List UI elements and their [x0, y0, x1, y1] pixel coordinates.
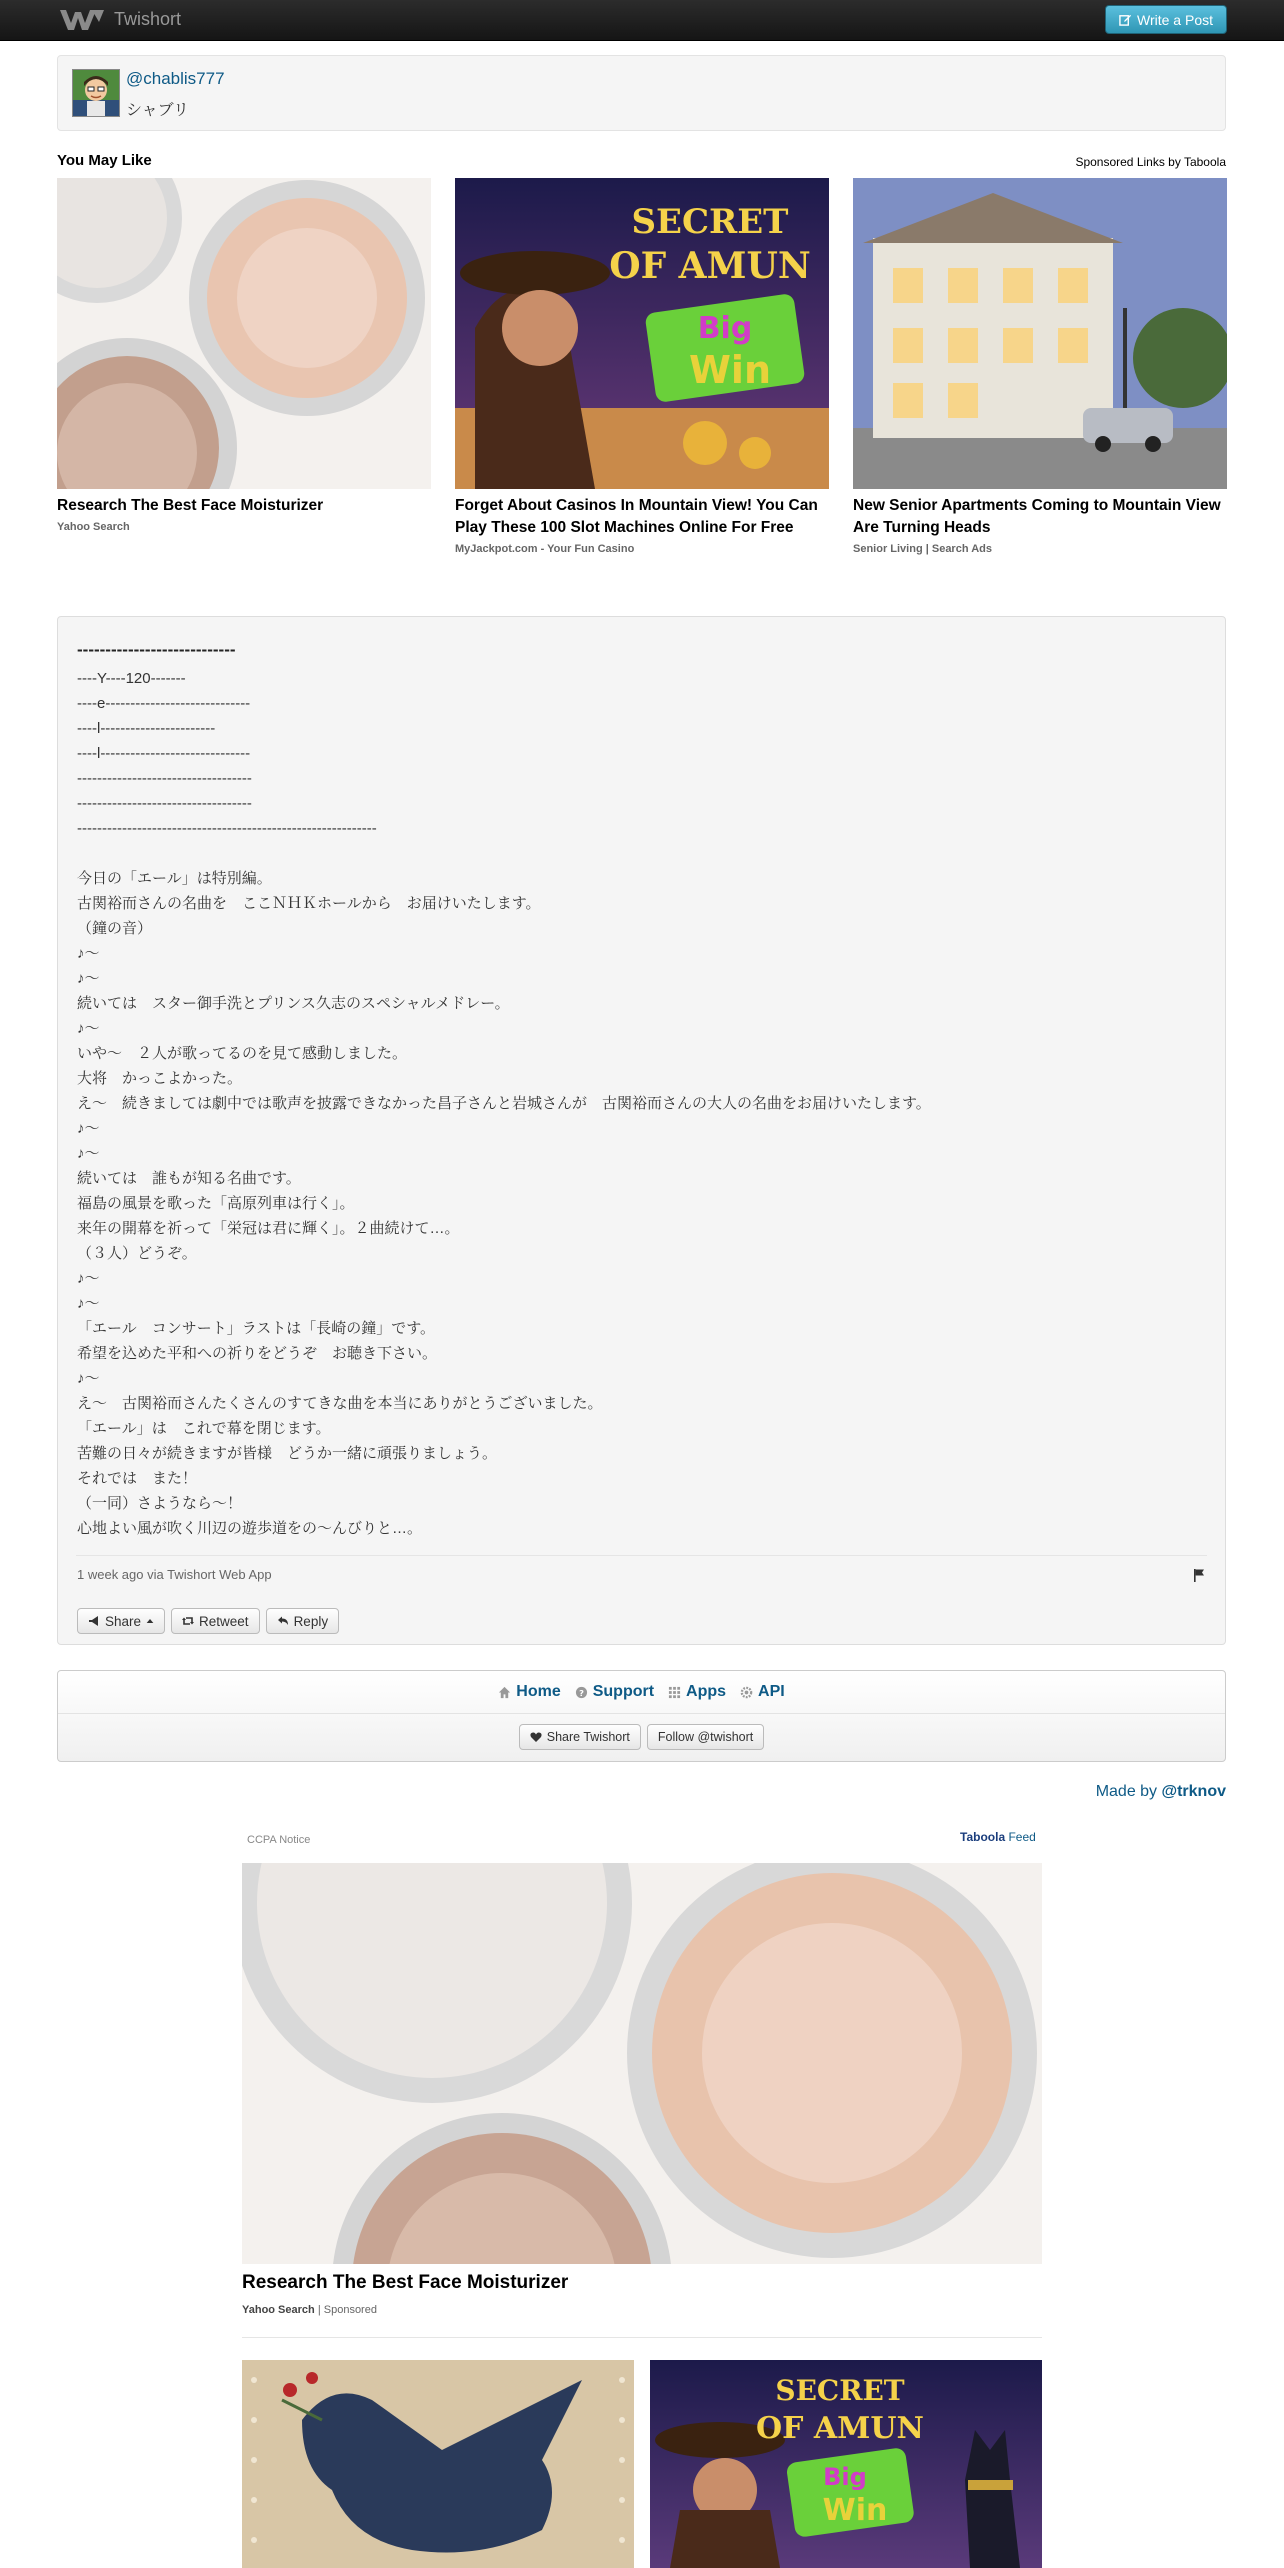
- post-line: （３人）どうぞ。: [77, 1245, 197, 1262]
- edit-icon: [1119, 13, 1132, 26]
- post-line: え～ 古関裕而さんたくさんのすてきな曲を本当にありがとうございました。: [77, 1395, 603, 1412]
- author-panel: [57, 55, 1226, 131]
- grid-icon: [668, 1686, 681, 1699]
- feed-divider: [242, 2337, 1042, 2338]
- svg-text:OF AMUN: OF AMUN: [756, 2411, 924, 2446]
- post-line: ♪～: [77, 1295, 100, 1312]
- footer-link-label: API: [758, 1683, 785, 1700]
- featured-source-name: Yahoo Search: [242, 2304, 315, 2316]
- recommendation-source: Senior Living | Search Ads: [853, 543, 992, 555]
- heart-icon: [530, 1731, 542, 1743]
- post-line: え～ 続きましては劇中では歌声を披露できなかった昌子さんと岩城さんが 古関裕而さんの大人の名曲をお届けいたします。: [77, 1095, 931, 1112]
- footer-link-apps[interactable]: [668, 1683, 726, 1701]
- post-line: 続いては スター御手洗とプリンス久志のスペシャルメドレー。: [77, 995, 510, 1012]
- post-line: （一同）さようなら～！: [77, 1495, 243, 1512]
- site-footer-panel: [57, 1670, 1226, 1762]
- footer-link-label: Support: [592, 1683, 655, 1700]
- avatar-image: [73, 70, 119, 116]
- post-line: （鐘の音）: [77, 920, 153, 937]
- post-line: 福島の風景を歌った「高原列車は行く」。: [77, 1195, 355, 1212]
- post-line: ------------------------------------------------------------: [77, 820, 377, 837]
- post-line: ----e-----------------------------: [77, 695, 251, 712]
- question-icon: [575, 1686, 588, 1699]
- svg-text:?: ?: [578, 1687, 584, 1698]
- post-line: -----------------------------------: [77, 770, 252, 787]
- peace-dove-image[interactable]: [242, 2360, 634, 2568]
- post-divider: [76, 1555, 1207, 1556]
- made-by-prefix: Made by: [1095, 1783, 1162, 1800]
- retweet-label: Retweet: [199, 1613, 249, 1629]
- post-line: ♪～: [77, 970, 100, 987]
- follow-twishort-button[interactable]: [647, 1724, 764, 1750]
- share-button[interactable]: [77, 1608, 165, 1634]
- post-actions: [77, 1608, 339, 1634]
- recommendation-card-slots[interactable]: [455, 178, 829, 555]
- reply-icon: [277, 1615, 289, 1627]
- twishort-logo-icon[interactable]: [58, 6, 106, 34]
- taboola-feed-label: Feed: [1008, 1830, 1036, 1844]
- recommendation-title[interactable]: Forget About Casinos In Mountain View! You Can Play These 100 Slot Machines Online For Free: [455, 497, 818, 536]
- footer-divider: [58, 1713, 1225, 1714]
- flag-icon[interactable]: [1193, 1568, 1205, 1582]
- post-line: 苦難の日々が続きますが皆様 どうか一緒に頑張りましょう。: [77, 1445, 498, 1462]
- user-display-name: シャブリ: [126, 102, 190, 119]
- share-twishort-button[interactable]: [519, 1724, 641, 1750]
- post-line: 今日の「エール」は特別編。: [77, 870, 272, 887]
- svg-text:OF AMUN: OF AMUN: [609, 245, 811, 287]
- recommendation-title[interactable]: New Senior Apartments Coming to Mountain View Are Turning Heads: [853, 497, 1221, 536]
- home-icon: [498, 1686, 511, 1699]
- featured-moisturizer-image[interactable]: [242, 1863, 1042, 2264]
- post-line: 「エール」は これで幕を閉じます。: [77, 1420, 331, 1437]
- post-line: [77, 841, 1197, 866]
- avatar[interactable]: [72, 69, 120, 117]
- post-line: ♪～: [77, 1370, 100, 1387]
- post-line: ♪～: [77, 1145, 100, 1162]
- user-handle-link[interactable]: @chablis777: [126, 69, 225, 88]
- recommendation-card-apartments[interactable]: [853, 178, 1227, 555]
- caret-up-icon: [146, 1617, 154, 1625]
- footer-link-support[interactable]: [575, 1683, 654, 1701]
- post-line: 心地よい風が吹く川辺の遊歩道をの～んびりと…。: [77, 1520, 423, 1537]
- footer-link-home[interactable]: [498, 1683, 560, 1701]
- retweet-icon: [182, 1615, 194, 1627]
- apartment-image[interactable]: [853, 178, 1227, 489]
- post-line: -----------------------------------: [77, 795, 252, 812]
- retweet-button[interactable]: [171, 1608, 260, 1634]
- recommendation-source: MyJackpot.com - Your Fun Casino: [455, 543, 635, 555]
- slot-game-image-feed[interactable]: [650, 2360, 1042, 2568]
- post-body: [77, 637, 1197, 1541]
- footer-link-label: Home: [516, 1683, 561, 1700]
- taboola-feed-logo[interactable]: [960, 1830, 1036, 1844]
- post-line: それでは また！: [77, 1470, 198, 1487]
- reply-button[interactable]: [266, 1608, 340, 1634]
- footer-link-label: Apps: [686, 1683, 727, 1700]
- post-lines: [77, 666, 1197, 1541]
- brand-name[interactable]: Twishort: [114, 9, 182, 29]
- post-line: 希望を込めた平和への祈りをどうぞ お聴き下さい。: [77, 1345, 438, 1362]
- write-post-button[interactable]: [1105, 5, 1227, 34]
- svg-text:Win: Win: [689, 348, 771, 392]
- recommendations-title: You May Like: [57, 152, 152, 169]
- post-line: ♪～: [77, 1020, 100, 1037]
- footer-links: [58, 1683, 1225, 1701]
- recommendation-source: Yahoo Search: [57, 521, 130, 533]
- featured-title[interactable]: Research The Best Face Moisturizer: [242, 2272, 569, 2293]
- post-line: ♪～: [77, 945, 100, 962]
- post-meta[interactable]: 1 week ago via Twishort Web App: [77, 1567, 272, 1582]
- ccpa-notice-link[interactable]: CCPA Notice: [247, 1834, 311, 1846]
- featured-source: Yahoo Search | Sponsored: [242, 2304, 377, 2316]
- svg-text:SECRET: SECRET: [775, 2374, 905, 2407]
- megaphone-icon: [88, 1615, 100, 1627]
- recommendation-title[interactable]: Research The Best Face Moisturizer: [57, 497, 324, 514]
- follow-twishort-label: Follow @twishort: [657, 1730, 754, 1744]
- post-line: ----l-----------------------: [77, 720, 216, 737]
- svg-text:Big: Big: [697, 311, 753, 346]
- gear-icon: [740, 1686, 753, 1699]
- svg-text:SECRET: SECRET: [631, 202, 789, 242]
- footer-link-api[interactable]: [740, 1683, 785, 1701]
- post-line: 続いては 誰もが知る名曲です。: [77, 1170, 301, 1187]
- made-by-credit: [1096, 1783, 1226, 1801]
- post-line: 古関裕而さんの名曲を ここＮＨＫホールから お届けいたします。: [77, 895, 541, 912]
- sponsored-links-label[interactable]: Sponsored Links by Taboola: [1075, 155, 1226, 169]
- reply-label: Reply: [293, 1613, 329, 1629]
- post-line: 来年の開幕を祈って「栄冠は君に輝く」。２曲続けて…。: [77, 1220, 460, 1237]
- post-line: 大将 かっこよかった。: [77, 1070, 243, 1087]
- top-navbar: [0, 0, 1284, 41]
- post-line: ----l------------------------------: [77, 745, 251, 762]
- svg-text:Big: Big: [823, 2463, 867, 2491]
- made-by-handle-link[interactable]: @trknov: [1161, 1783, 1226, 1800]
- post-panel: [57, 616, 1226, 1645]
- post-heading: ----------------------------: [77, 640, 236, 659]
- post-line: ♪～: [77, 1120, 100, 1137]
- moisturizer-image[interactable]: [57, 178, 431, 489]
- post-line: 「エール コンサート」ラストは「長崎の鐘」です。: [77, 1320, 436, 1337]
- share-twishort-label: Share Twishort: [546, 1730, 630, 1744]
- svg-text:Win: Win: [822, 2493, 888, 2528]
- write-post-label: Write a Post: [1137, 11, 1213, 28]
- post-line: ----Y----120-------: [77, 670, 186, 687]
- share-label: Share: [105, 1613, 142, 1629]
- featured-sponsored-label: Sponsored: [323, 2304, 377, 2316]
- post-line: いや～ ２人が歌ってるのを見て感動しました。: [77, 1045, 408, 1062]
- recommendation-card-moisturizer[interactable]: [57, 178, 431, 533]
- post-line: ♪～: [77, 1270, 100, 1287]
- taboola-brand: Taboola: [960, 1830, 1006, 1844]
- slot-game-image[interactable]: [455, 178, 829, 489]
- footer-buttons: [58, 1724, 1225, 1750]
